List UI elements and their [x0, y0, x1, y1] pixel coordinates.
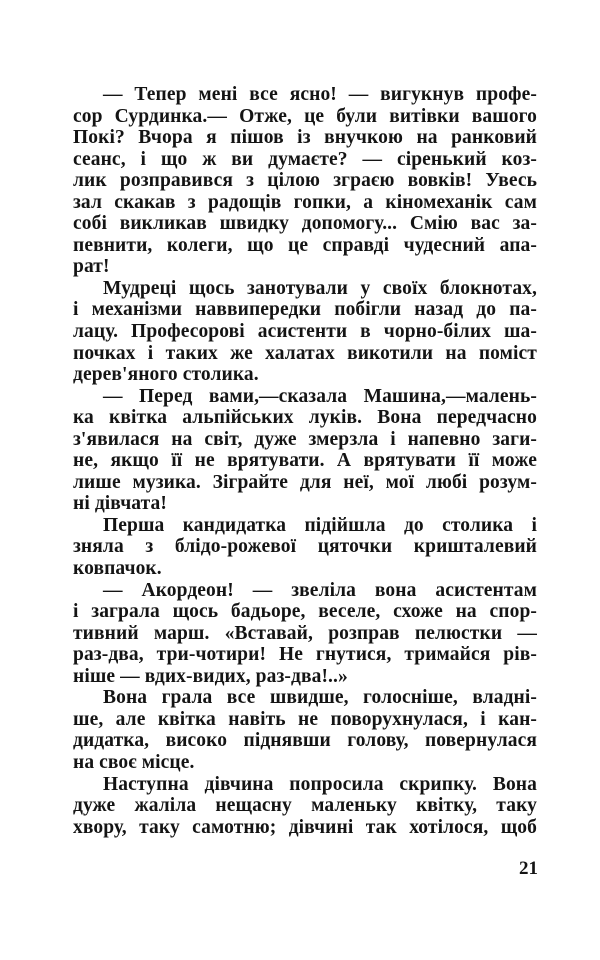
text-line: певнити, колеги, що це справді чудесний апа- — [73, 234, 537, 256]
paragraph — [73, 278, 537, 386]
text-line: на своє місце. — [73, 751, 195, 773]
paragraph — [73, 774, 537, 839]
text-line: з'явилася на світ, дуже змерзла і напевно заги- — [73, 428, 537, 450]
text-line: і механізми наввипередки побігли назад до па- — [73, 299, 537, 321]
text-line: Перша кандидатка підійшла до столика і — [103, 514, 537, 536]
text-line: Наступна дівчина попросила скрипку. Вона — [103, 773, 537, 795]
text-line: хвору, таку самотню; дівчині так хотілося, щоб — [73, 816, 537, 838]
text-line: дерев'яного столика. — [73, 364, 259, 386]
paragraph — [73, 84, 537, 278]
text-line: зняла з блідо-рожевої цяточки кришталевий — [73, 536, 537, 558]
text-line: почках і таких же халатах викотили на поміст — [73, 342, 537, 364]
text-line: ні дівчата! — [73, 493, 168, 515]
text-line: тивний марш. «Вставай, розправ пелюстки — — [73, 622, 537, 644]
text-line: — Акордеон! — звеліла вона асистентам — [103, 579, 537, 601]
text-line: і заграла щось бадьоре, веселе, схоже на спор- — [73, 601, 537, 623]
text-line: лише музика. Зіграйте для неї, мої любі розум- — [73, 471, 537, 493]
text-line: рат! — [73, 256, 110, 278]
text-line: дуже жаліла нещасну маленьку квітку, таку — [73, 795, 537, 817]
paragraph — [73, 580, 537, 688]
text-line: дидатка, високо піднявши голову, повернулася — [73, 730, 537, 752]
text-line: зал скакав з радощів гопки, а кіномеханік сам — [73, 191, 537, 213]
text-line: сеанс, і що ж ви думаєте? — сіренький коз- — [73, 148, 537, 170]
text-line: Покі? Вчора я пішов із внучкою на ранковий — [73, 127, 537, 149]
text-line: сор Сурдинка.— Отже, це були витівки вашого — [73, 105, 537, 127]
text-line: не, якщо її не врятувати. А врятувати її може — [73, 450, 537, 472]
text-line: собі викликав швидку допомогу... Смію вас за- — [73, 213, 537, 235]
text-line: ка квітка альпійських луків. Вона передчасно — [73, 407, 537, 429]
text-line: Вона грала все швидше, голосніше, владні- — [103, 687, 537, 709]
text-line: ковпачок. — [73, 558, 162, 580]
text-line: ше, але квітка навіть не поворухнулася, і кан- — [73, 708, 537, 730]
text-line: раз-два, три-чотири! Не гнутися, тримайся рів- — [73, 644, 537, 666]
text-line: лик розправився з цілою зграєю вовків! Увесь — [73, 170, 537, 192]
page-text — [73, 84, 537, 838]
paragraph — [73, 515, 537, 580]
text-line: — Тепер мені все ясно! — вигукнув профе- — [103, 84, 537, 105]
text-line: ніше — вдих-видих, раз-два!..» — [73, 665, 348, 687]
page-number: 21 — [519, 858, 538, 879]
text-line: — Перед вами,—сказала Машина,—малень- — [103, 385, 537, 407]
text-line: Мудреці щось занотували у своїх блокнотах, — [103, 277, 537, 299]
paragraph — [73, 386, 537, 515]
text-line: лацу. Професорові асистенти в чорно-білих ша- — [73, 321, 537, 343]
paragraph — [73, 687, 537, 773]
